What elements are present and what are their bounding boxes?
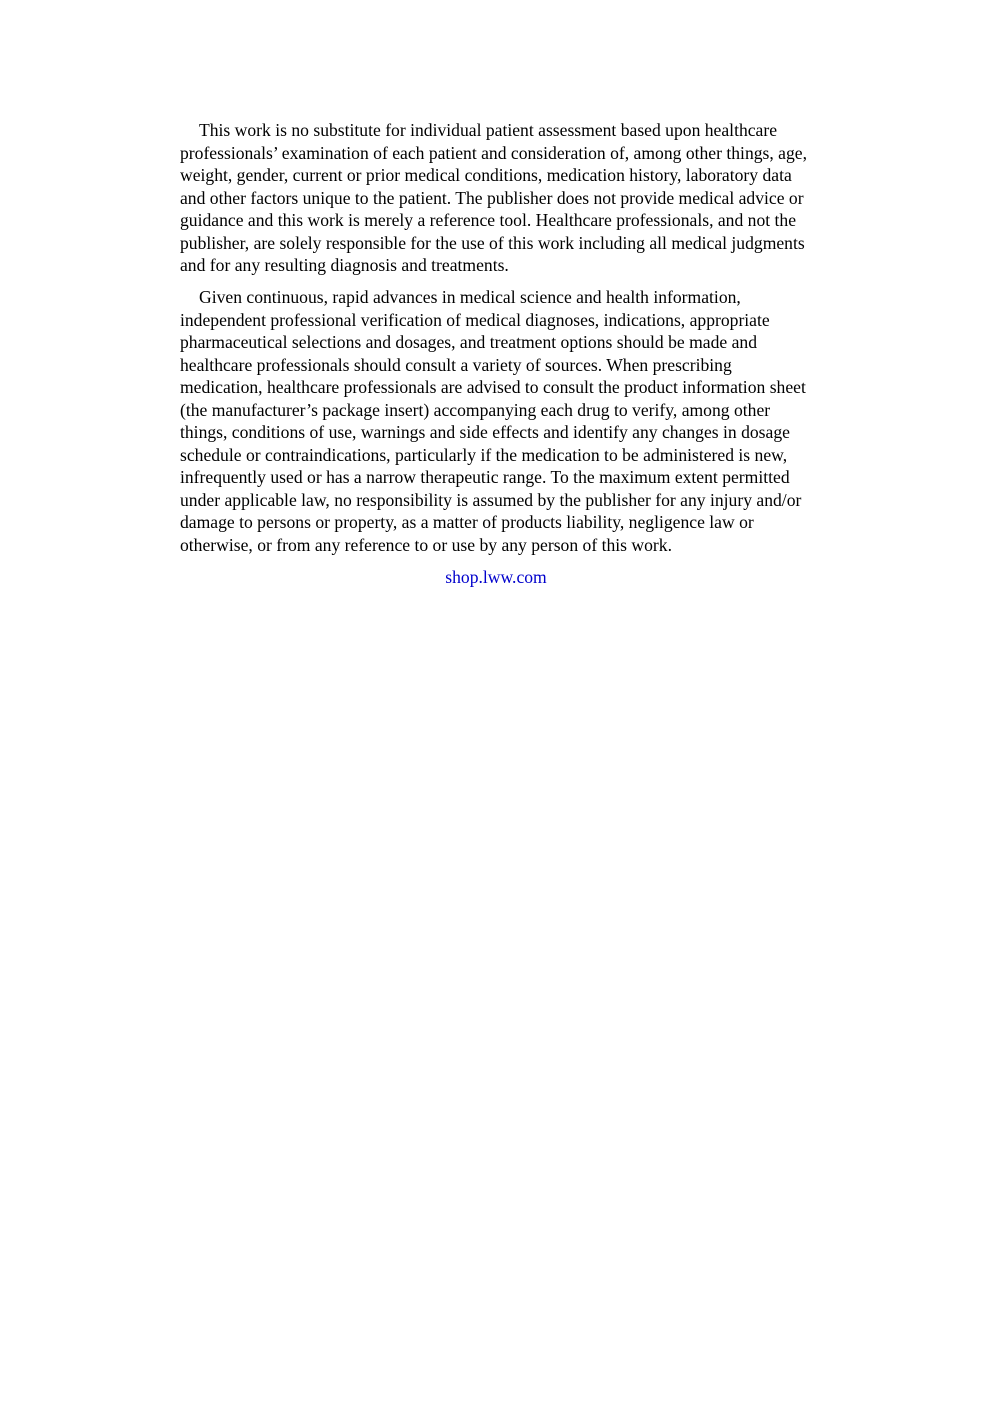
disclaimer-paragraph-2: Given continuous, rapid advances in medical science and health information, independent professional verification of medical diagnoses, indications, appropriate pharmaceutical selections and dosages, and treatment options should be made and healthcare professionals should consult a variety of sources. When prescribing medication, healthcare professionals are advised to consult the product information sheet (the manufacturer’s package insert) accompanying each drug to verify, among other things, conditions of use, warnings and side effects and identify any changes in dosage schedule or contraindications, particularly if the medication to be administered is new, infrequently used or has a narrow therapeutic range. To the maximum extent permitted under applicable law, no responsibility is assumed by the publisher for any injury and/or damage to persons or property, as a matter of products liability, negligence law or otherwise, or from any reference to or use by any person of this work. [180,287,806,555]
shop-link[interactable]: shop.lww.com [445,566,547,587]
link-line [180,566,812,589]
disclaimer-paragraph-1: This work is no substitute for individual patient assessment based upon healthcare professionals’ examination of each patient and consideration of, among other things, age, weight, gender, current or prior medical conditions, medication history, laboratory data and other factors unique to the patient. The publisher does not provide medical advice or guidance and this work is merely a reference tool. Healthcare professionals, and not the publisher, are solely responsible for the use of this work including all medical judgments and for any resulting diagnosis and treatments. [180,120,807,275]
document-page [180,119,812,588]
